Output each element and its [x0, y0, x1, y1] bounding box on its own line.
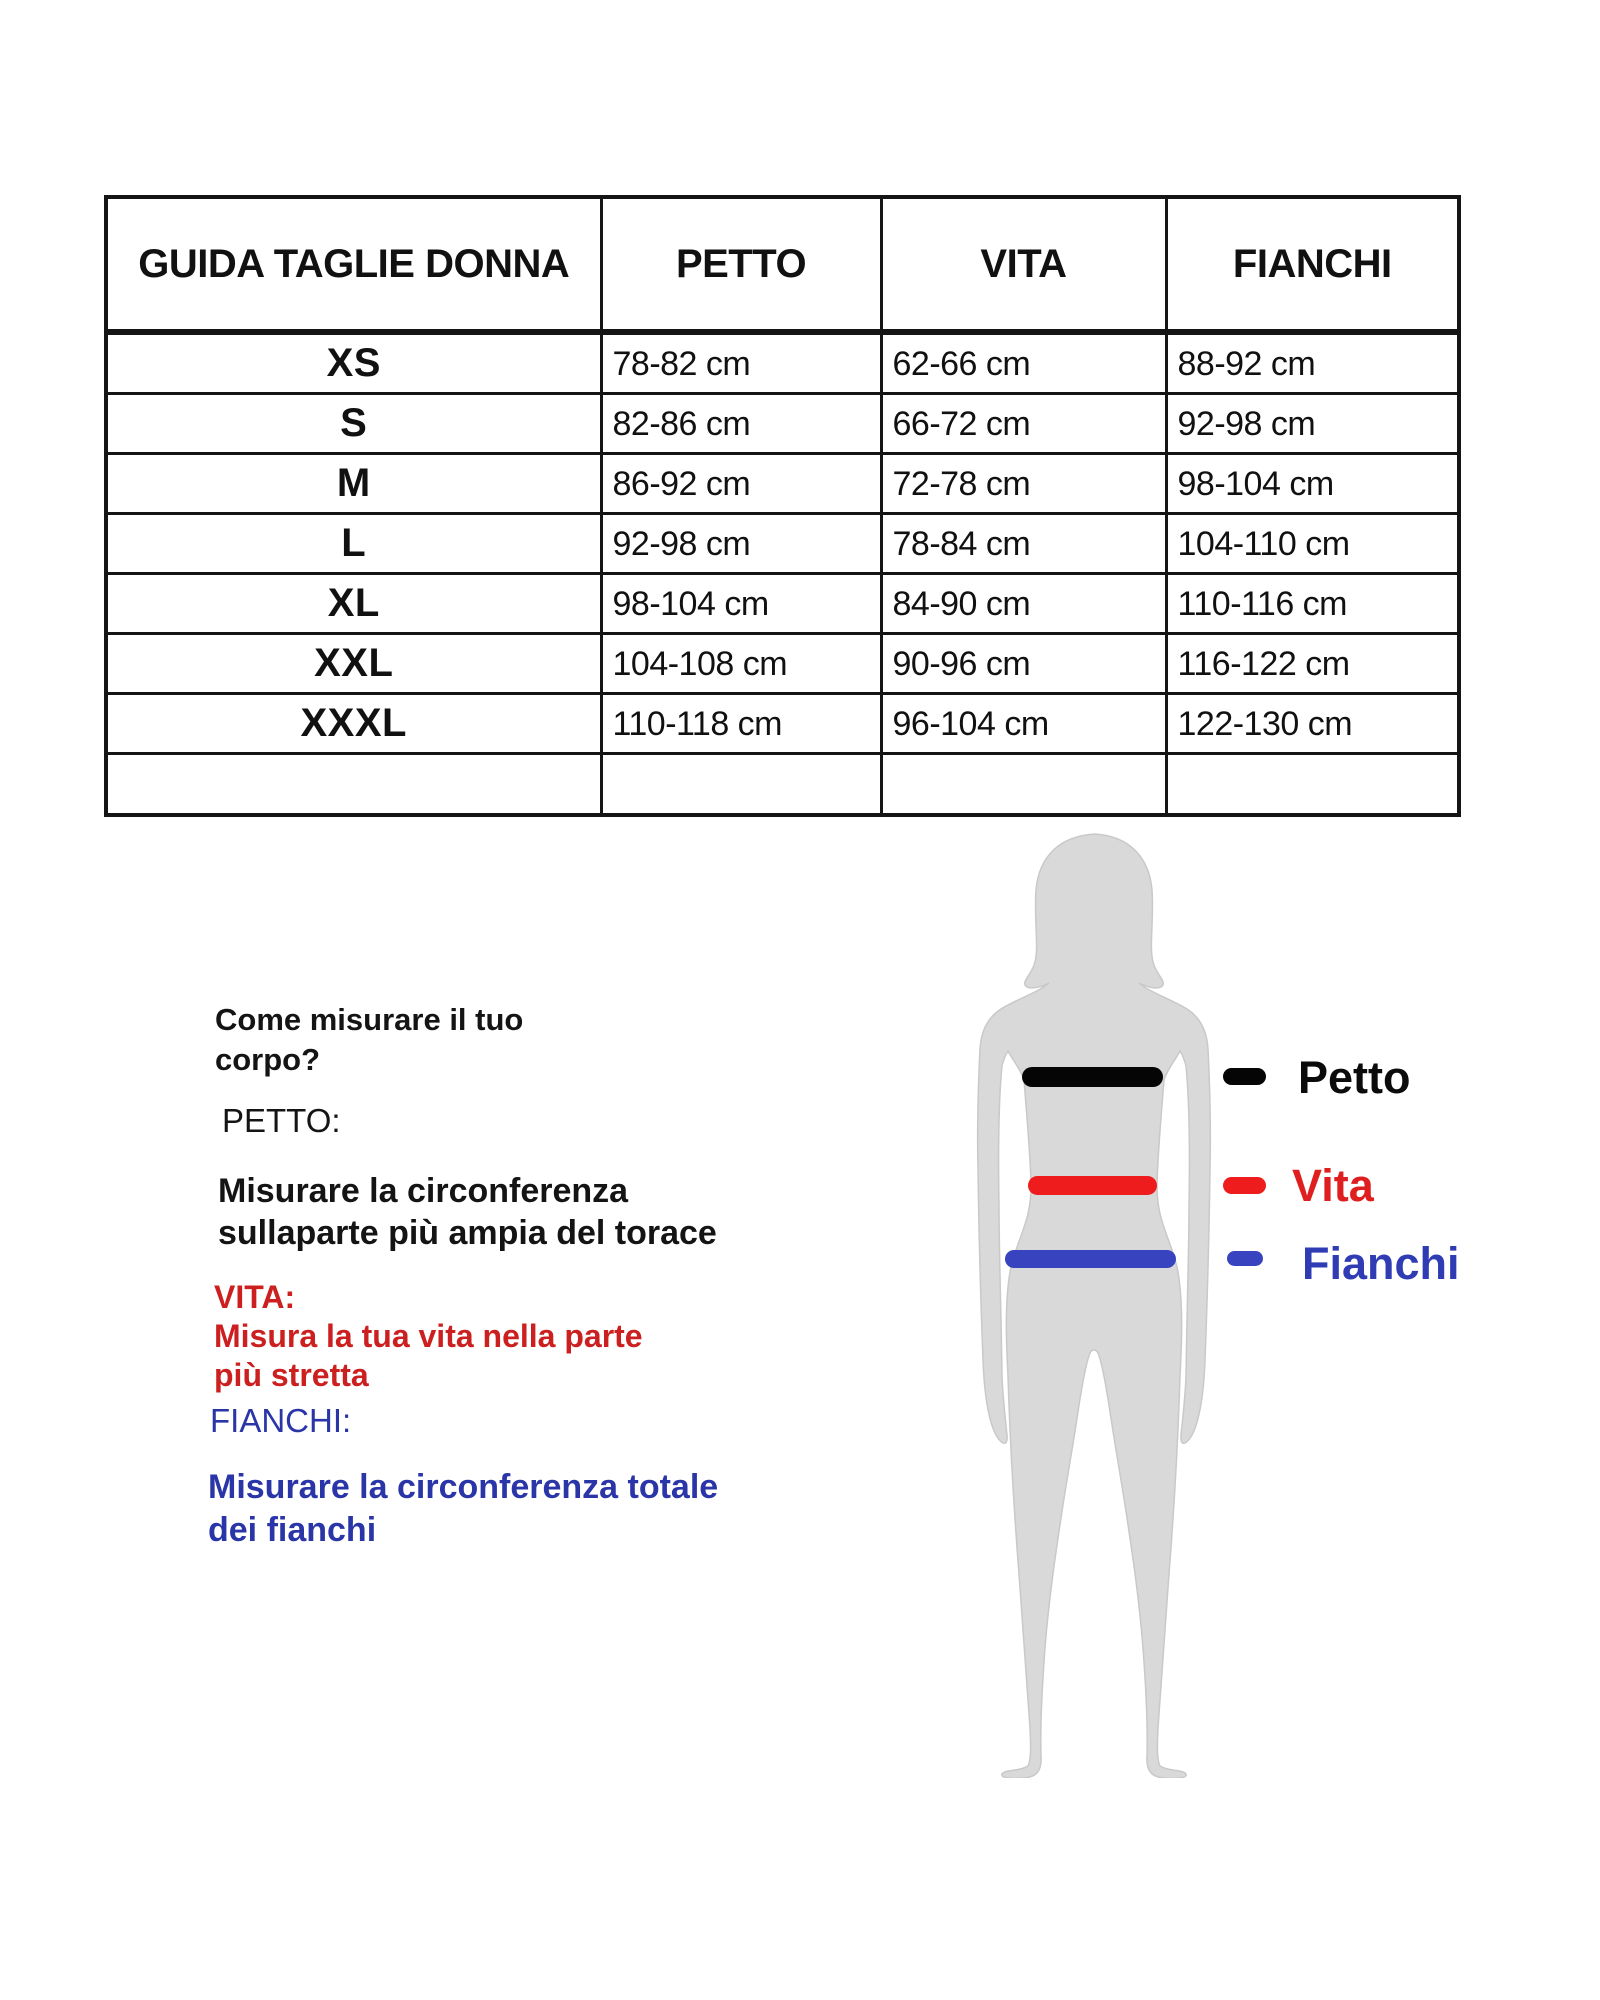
waist-measure-line	[1028, 1176, 1157, 1195]
cell-fianchi: 122-130 cm	[1166, 694, 1459, 754]
fianchi-legend-dash	[1227, 1251, 1263, 1266]
cell-fianchi: 110-116 cm	[1166, 574, 1459, 634]
cell-fianchi: 92-98 cm	[1166, 394, 1459, 454]
cell-petto: 110-118 cm	[601, 694, 881, 754]
cell-petto: 104-108 cm	[601, 634, 881, 694]
cell-size	[106, 754, 601, 816]
table-row	[106, 514, 1459, 574]
cell-fianchi: 88-92 cm	[1166, 332, 1459, 394]
cell-petto: 98-104 cm	[601, 574, 881, 634]
cell-size: XXXL	[106, 694, 601, 754]
cell-petto: 82-86 cm	[601, 394, 881, 454]
cell-vita: 78-84 cm	[881, 514, 1166, 574]
fianchi-legend-label: Fianchi	[1302, 1238, 1460, 1289]
col-header-petto: PETTO	[601, 197, 881, 332]
cell-size: M	[106, 454, 601, 514]
cell-size: XL	[106, 574, 601, 634]
cell-vita: 84-90 cm	[881, 574, 1166, 634]
col-header-vita: VITA	[881, 197, 1166, 332]
vita-section-label: VITA:	[214, 1279, 296, 1315]
vita-legend-label: Vita	[1292, 1160, 1374, 1211]
intro-heading	[215, 1000, 523, 1080]
cell-vita	[881, 754, 1166, 816]
petto-section-label: PETTO:	[222, 1102, 341, 1139]
female-silhouette	[953, 828, 1233, 1778]
vita-legend-dash	[1223, 1177, 1266, 1194]
table-row	[106, 394, 1459, 454]
cell-fianchi: 104-110 cm	[1166, 514, 1459, 574]
cell-size: L	[106, 514, 601, 574]
vita-desc-line-2: più stretta	[214, 1357, 369, 1393]
chest-measure-line	[1022, 1067, 1163, 1087]
table-header-row	[106, 197, 1459, 332]
table-row	[106, 694, 1459, 754]
petto-legend-dash	[1223, 1068, 1266, 1085]
hips-measure-line	[1005, 1250, 1176, 1268]
cell-vita: 72-78 cm	[881, 454, 1166, 514]
petto-desc-line-1: Misurare la circonferenza	[218, 1172, 629, 1210]
fianchi-section-description	[208, 1466, 718, 1552]
table-row	[106, 332, 1459, 394]
petto-section-description	[218, 1170, 717, 1254]
cell-fianchi	[1166, 754, 1459, 816]
cell-size: S	[106, 394, 601, 454]
cell-vita: 90-96 cm	[881, 634, 1166, 694]
table-title: GUIDA TAGLIE DONNA	[106, 197, 601, 332]
table-row	[106, 454, 1459, 514]
fianchi-desc-line-1: Misurare la circonferenza totale	[208, 1468, 719, 1506]
cell-vita: 66-72 cm	[881, 394, 1166, 454]
fianchi-section-label: FIANCHI:	[210, 1402, 352, 1439]
cell-vita: 96-104 cm	[881, 694, 1166, 754]
cell-size: XXL	[106, 634, 601, 694]
vita-section	[214, 1278, 643, 1395]
petto-desc-line-2: sullaparte più ampia del torace	[218, 1214, 717, 1252]
cell-vita: 62-66 cm	[881, 332, 1166, 394]
vita-desc-line-1: Misura la tua vita nella parte	[214, 1318, 643, 1354]
fianchi-desc-line-2: dei fianchi	[208, 1511, 377, 1549]
cell-size: XS	[106, 332, 601, 394]
cell-petto: 78-82 cm	[601, 332, 881, 394]
intro-line-1: Come misurare il tuo	[215, 1002, 524, 1037]
empty-row	[106, 754, 1459, 816]
table-row	[106, 574, 1459, 634]
table-row	[106, 634, 1459, 694]
intro-line-2: corpo?	[215, 1042, 321, 1077]
size-guide-table	[104, 195, 1461, 817]
cell-petto	[601, 754, 881, 816]
col-header-fianchi: FIANCHI	[1166, 197, 1459, 332]
cell-fianchi: 116-122 cm	[1166, 634, 1459, 694]
petto-legend-label: Petto	[1298, 1052, 1411, 1103]
cell-petto: 86-92 cm	[601, 454, 881, 514]
cell-petto: 92-98 cm	[601, 514, 881, 574]
cell-fianchi: 98-104 cm	[1166, 454, 1459, 514]
